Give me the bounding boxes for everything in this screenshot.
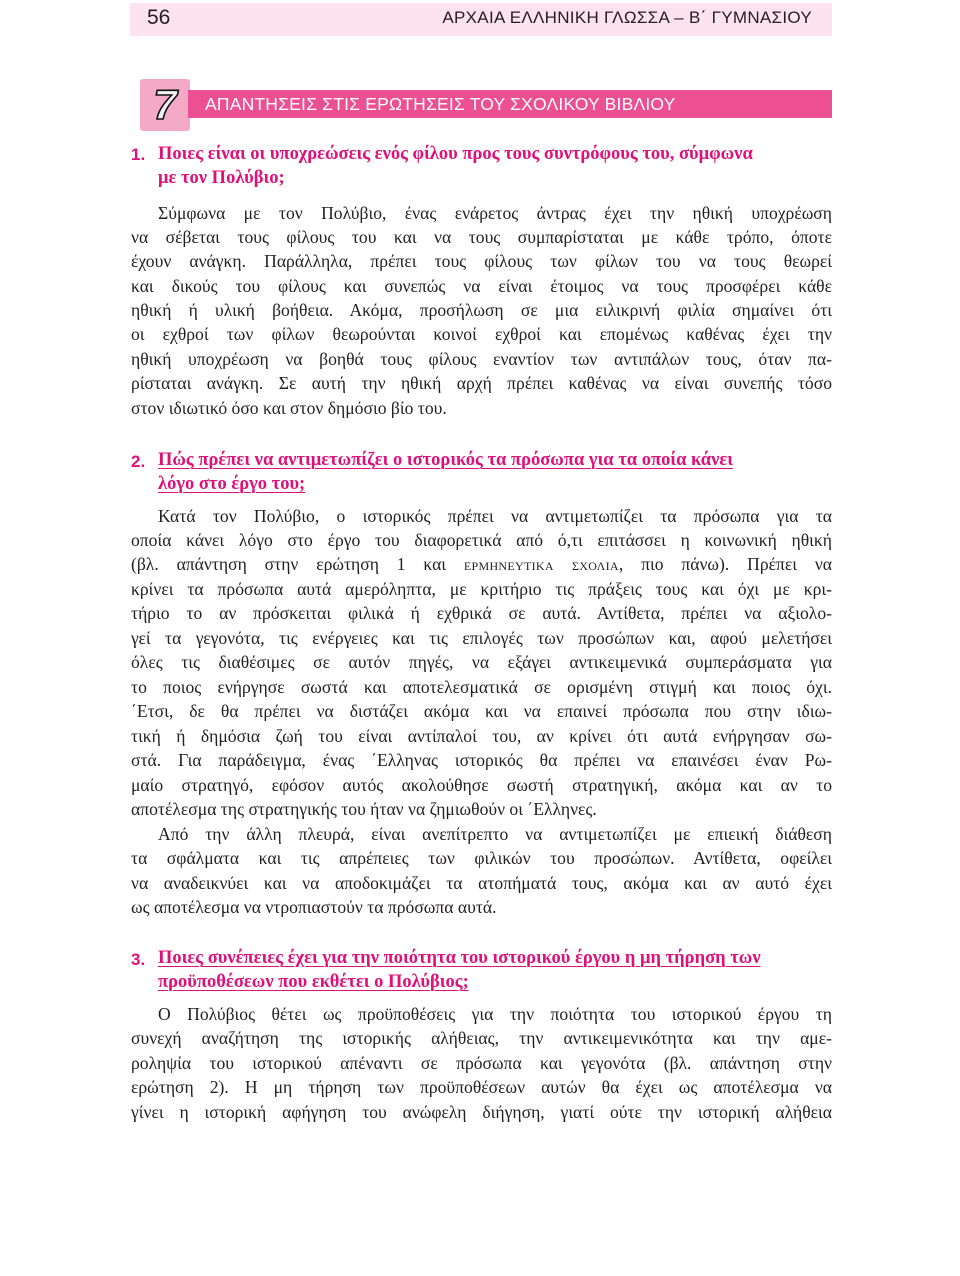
page-number: 56 xyxy=(147,6,171,29)
small-caps-reference: ερμηνευτικα σχολια xyxy=(463,554,619,574)
answer-1-line: έχουν ανάγκη. Παράλληλα, πρέπει τους φίλους των φίλων του να τους θεωρεί xyxy=(131,251,832,271)
answer-1-line: ηθική υποχρέωση να βοηθά τους φίλους εναντίον των αντιπάλων τους, όταν πα- xyxy=(131,349,832,369)
question-3-number: 3. xyxy=(131,950,146,969)
answer-3-line: ροληψία του ιστορικού απέναντι σε πρόσωπα και γεγονότα (βλ. απάντηση στην xyxy=(131,1053,832,1073)
answer-3-line: ερώτηση 2). Η μη τήρηση των προϋποθέσεων αυτών θα έχει ως αποτέλεσμα να xyxy=(131,1077,832,1097)
answer-1-line: στον ιδιωτικό όσο και στον δημόσιο βίο του. xyxy=(131,398,447,418)
answer-2-line: γεί τα γεγονότα, τις ενέργειες και τις επιλογές των προσώπων και, αφού μελετήσει xyxy=(131,628,832,648)
answer-2-paragraph-2-line: τα σφάλματα και τις απρέπειες των φιλικών του προσώπων. Αντίθετα, οφείλει xyxy=(131,848,832,868)
answer-2-paragraph-2-line: Από την άλλη πλευρά, είναι ανεπίτρεπτο να αντιμετωπίζει με επιεική διάθεση xyxy=(158,824,832,844)
answer-2-paragraph-2-line: ως αποτέλεσμα να ντροπιαστούν τα πρόσωπα αυτά. xyxy=(131,897,497,917)
question-1-line: με τον Πολύβιο; xyxy=(158,168,285,188)
question-2-line: Πώς πρέπει να αντιμετωπίζει ο ιστορικός τα πρόσωπα για τα οποία κάνει xyxy=(158,450,734,470)
question-2-line: λόγο στο έργο του; xyxy=(158,474,306,494)
answer-2-line: μαίο στρατηγό, εφόσον αυτός ακολούθησε σωστή στρατηγική, ακόμα και αν το xyxy=(131,775,832,795)
answer-1-line: Σύμφωνα με τον Πολύβιο, ένας ενάρετος άντρας έχει την ηθική υποχρέωση xyxy=(158,203,832,223)
section-number-badge xyxy=(140,79,190,131)
answer-2-line: κρίνει τα πρόσωπα αυτά αμερόληπτα, με κριτήριο τις πράξεις τους και όχι με κρι- xyxy=(131,579,832,599)
question-3-line: Ποιες συνέπειες έχει για την ποιότητα του ιστορικού έργου η μη τήρηση των xyxy=(158,948,761,968)
question-3-line: προϋποθέσεων που εκθέτει ο Πολύβιος; xyxy=(158,972,469,992)
answer-2-paragraph-2-line: να αναδεικνύει και να αποδοκιμάζει τα ατοπήματά τους, ακόμα και αν αυτό έχει xyxy=(131,873,832,893)
section-number: 7 xyxy=(153,81,177,128)
answer-2-line: τήριο το αν πρόσκειται φιλικά ή εχθρικά σε αυτά. Αντίθετα, πρέπει να αξιολο- xyxy=(131,603,832,623)
section-title: ΑΠΑΝΤΗΣΕΙΣ ΣΤΙΣ ΕΡΩΤΗΣΕΙΣ ΤΟΥ ΣΧΟΛΙΚΟΥ ΒΙΒΛΙΟΥ xyxy=(205,94,676,114)
answer-2-line: Κατά τον Πολύβιο, ο ιστορικός πρέπει να αντιμετωπίζει τα πρόσωπα για τα xyxy=(158,506,832,526)
answer-1-line: ρίσταται ανάγκη. Σε αυτή την ηθική αρχή πρέπει καθένας να είναι συνεπής τόσο xyxy=(131,373,832,393)
running-title: ΑΡΧΑΙΑ ΕΛΛΗΝΙΚΗ ΓΛΩΣΣΑ – Β΄ ΓΥΜΝΑΣΙΟΥ xyxy=(442,8,812,27)
answer-3-line: γίνει η ιστορική αφήγηση του ανώφελη διήγηση, γιατί ούτε την ιστορική αλήθεια xyxy=(131,1102,832,1122)
answer-1-line: να σέβεται τους φίλους του και να τους συμπαρίσταται με κάθε τρόπο, όποτε xyxy=(131,227,832,247)
answer-2-line: (βλ. απάντηση στην ερώτηση 1 και ερμηνευτικα σχολια, πιο πάνω). Πρέπει να xyxy=(131,554,832,574)
answer-2-line: στά. Για παράδειγμα, ένας ΄Ελληνας ιστορικός θα πρέπει να επαινέσει έναν Ρω- xyxy=(131,750,832,770)
answer-2-line: όλες τις διαθέσιμες σε αυτόν πηγές, να εξάγει αντικειμενικά συμπεράσματα για xyxy=(131,652,832,672)
answer-3-line: Ο Πολύβιος θέτει ως προϋποθέσεις για την ποιότητα του ιστορικού έργου τη xyxy=(158,1004,832,1024)
answer-2-line: οποία κάνει λόγο στο έργο του διαφορετικά από ό,τι επιτάσσει η κοινωνική ηθική xyxy=(131,530,832,550)
answer-1-line: και δικούς του φίλους και συνεπώς να είναι έτοιμος να τους προσφέρει κάθε xyxy=(131,276,832,296)
answer-2-line: τική ή δημόσια ζωή του είναι αντίπαλοί του, αν κρίνει ότι αυτά ενήργησαν σω- xyxy=(131,726,832,746)
answer-3-line: συνεχή αναζήτηση της ιστορικής αλήθειας, την αντικειμενικότητα και την αμε- xyxy=(131,1028,832,1048)
question-1-number: 1. xyxy=(131,145,146,164)
answer-2-line: ΄Ετσι, δε θα πρέπει να διστάζει ακόμα και να επαινεί πρόσωπα που στην ιδιω- xyxy=(131,701,832,721)
answer-2-line: αποτέλεσμα της στρατηγικής του ήταν να ζημιωθούν οι ΄Ελληνες. xyxy=(131,799,597,819)
answer-1-line: ηθική ή υλική βοήθεια. Ακόμα, προσήλωση σε μια ειλικρινή φιλία σημαίνει ότι xyxy=(131,300,832,320)
question-1-line: Ποιες είναι οι υποχρεώσεις ενός φίλου προς τους συντρόφους του, σύμφωνα xyxy=(158,144,753,164)
question-2-number: 2. xyxy=(131,452,146,471)
answer-2-line: το ποιος ενήργησε σωστά και αποτελεσματικά σε ορισμένη στιγμή και ποιος όχι. xyxy=(131,677,832,697)
answer-1-line: οι εχθροί των φίλων θεωρούνται κοινοί εχθροί και επομένως καθένας έχει την xyxy=(131,324,832,344)
